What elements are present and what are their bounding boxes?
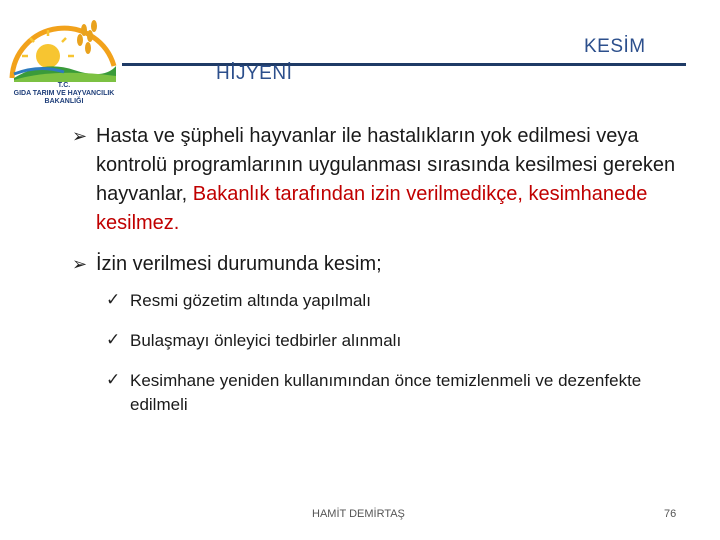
check-icon: ✓ — [106, 290, 121, 309]
logo-line-1: T.C. — [57, 82, 71, 89]
bullet-item — [72, 122, 692, 238]
sub-bullet-item — [106, 369, 696, 417]
logo-line-2: GIDA TARIM VE HAYVANCILIK — [13, 90, 115, 97]
bullet-text-normal: Hasta ve şüpheli hayvanlar ile hastalıkların yok edilmesi veya kontrolü programlarının uygulanması sırasında kesilmesi gereken hayvanlar, — [96, 125, 676, 205]
sub-bullet-item — [106, 289, 696, 313]
check-icon: ✓ — [106, 330, 121, 349]
sub-bullet-text: Kesimhane yeniden kullanımından önce temizlenmeli ve dezenfekte edilmeli — [130, 371, 642, 414]
sub-bullet-text: Resmi gözetim altında yapılmalı — [130, 291, 371, 310]
sub-bullet-item — [106, 329, 696, 353]
bullet-text-highlight: Bakanlık tarafından izin verilmedikçe, kesimhanede kesilmez. — [96, 183, 648, 234]
title-divider — [122, 63, 686, 66]
ministry-logo — [4, 6, 122, 106]
footer-author: HAMİT DEMİRTAŞ — [312, 508, 405, 520]
arrow-bullet-icon: ➢ — [72, 254, 88, 274]
arrow-bullet-icon: ➢ — [72, 126, 88, 146]
page-number: 76 — [664, 508, 677, 520]
logo-line-3: BAKANLIĞI — [44, 98, 84, 105]
bullet-item — [72, 250, 692, 279]
bullet-text: İzin verilmesi durumunda kesim; — [96, 253, 382, 275]
slide-title-right: KESİM — [584, 36, 646, 57]
logo-caption — [8, 82, 120, 106]
bullet-text — [96, 122, 692, 238]
sub-bullet-text: Bulaşmayı önleyici tedbirler alınmalı — [130, 331, 402, 350]
slide-title-left: HİJYENİ — [216, 63, 293, 84]
check-icon: ✓ — [106, 370, 121, 389]
